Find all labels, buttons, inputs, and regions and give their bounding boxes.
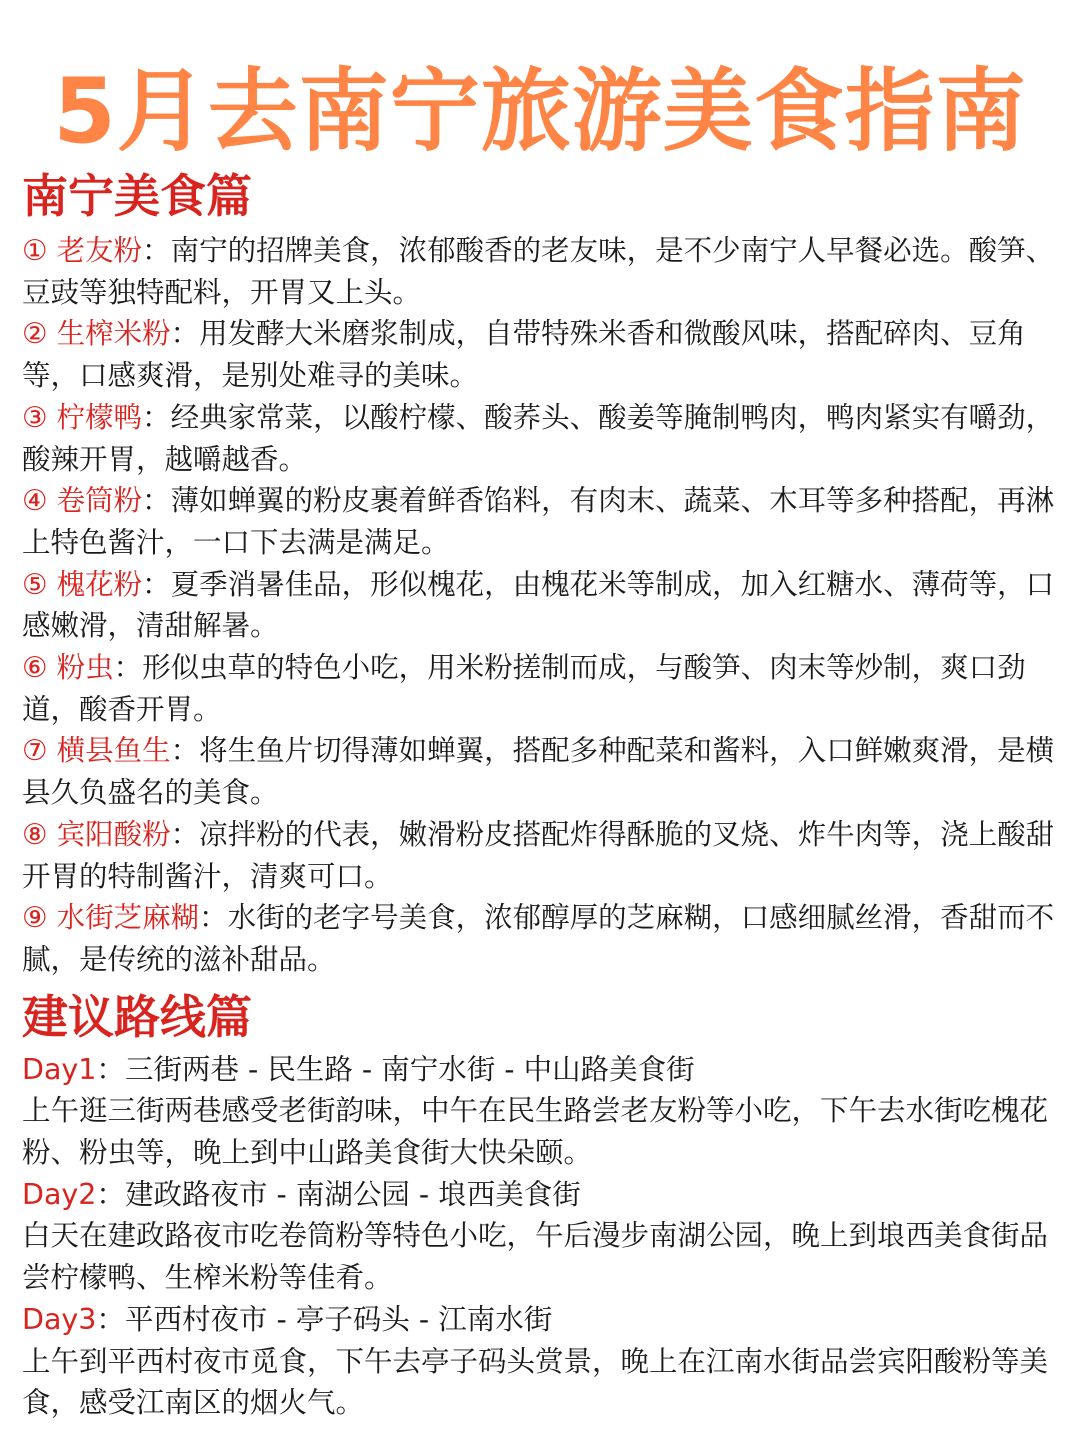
food-item — [22, 480, 1058, 563]
food-item — [22, 397, 1058, 480]
day-label: Day2 — [22, 1177, 97, 1211]
food-item-name: 粉虫 — [56, 651, 114, 685]
day-separator: ： — [96, 1177, 125, 1211]
food-item-description: 经典家常菜，以酸柠檬、酸荞头、酸姜等腌制鸭肉，鸭肉紧实有嚼劲，酸辣开胃，越嚼越香。 — [22, 400, 1055, 476]
route-section-heading: 建议路线篇 — [22, 989, 252, 1044]
food-item — [22, 564, 1058, 647]
food-item-name: 卷筒粉 — [56, 484, 143, 518]
food-item-separator: ： — [142, 567, 171, 601]
route-list — [22, 1049, 1058, 1424]
food-item-number: ③ — [22, 400, 48, 434]
food-item-description: 夏季消暑佳品，形似槐花，由槐花米等制成，加入红糖水、薄荷等，口感嫩滑，清甜解暑。 — [22, 567, 1055, 643]
food-item-name: 生榨米粉 — [56, 317, 171, 351]
day-label: Day3 — [22, 1302, 97, 1336]
food-item-name: 柠檬鸭 — [56, 400, 143, 434]
food-item-separator: ： — [170, 317, 200, 351]
day-description: 上午到平西村夜市觅食，下午去亭子码头赏景，晚上在江南水街品尝宾阳酸粉等美食，感受江南区的烟火气。 — [22, 1344, 1049, 1420]
food-item-description: 南宁的招牌美食，浓郁酸香的老友味，是不少南宁人早餐必选。酸笋、豆豉等独特配料，开胃又上头。 — [22, 234, 1055, 309]
food-item-number: ⑨ — [22, 901, 48, 935]
food-item-separator: ： — [170, 817, 200, 851]
food-item-name: 宾阳酸粉 — [56, 817, 171, 851]
food-item-separator: ： — [199, 901, 228, 935]
food-section-heading: 南宁美食篇 — [22, 169, 252, 223]
food-item-name: 横县鱼生 — [56, 734, 171, 768]
day-separator: ： — [96, 1052, 125, 1086]
food-item-number: ② — [22, 317, 48, 351]
food-item-number: ④ — [22, 484, 48, 518]
food-item-description: 用发酵大米磨浆制成，自带特殊米香和微酸风味，搭配碎肉、豆角等，口感爽滑，是别处难寻的美味。 — [22, 317, 1026, 393]
food-item-description: 形似虫草的特色小吃，用米粉搓制而成，与酸笋、肉末等炒制，爽口劲道，酸香开胃。 — [22, 651, 1026, 726]
food-item — [22, 730, 1058, 813]
food-item — [22, 897, 1058, 980]
food-item-number: ① — [22, 234, 48, 267]
day-route: 平西村夜市 - 亭子码头 - 江南水街 — [124, 1302, 553, 1336]
day-label: Day1 — [22, 1052, 97, 1086]
route-day-line — [22, 1049, 1058, 1091]
food-item-name: 槐花粉 — [56, 567, 143, 601]
food-item — [22, 313, 1058, 396]
page-title: 5月去南宁旅游美食指南 — [53, 59, 1027, 164]
food-item-name: 水街芝麻糊 — [56, 901, 200, 935]
food-item-number: ⑦ — [22, 734, 48, 768]
food-item-description: 水街的老字号美食，浓郁醇厚的芝麻糊，口感细腻丝滑，香甜而不腻，是传统的滋补甜品。 — [22, 901, 1055, 976]
route-day-line — [22, 1299, 1058, 1341]
day-description: 白天在建政路夜市吃卷筒粉等特色小吃，午后漫步南湖公园，晚上到埌西美食街品尝柠檬鸭、生榨米粉等佳肴。 — [22, 1219, 1049, 1295]
food-item-description: 将生鱼片切得薄如蝉翼，搭配多种配菜和酱料，入口鲜嫩爽滑，是横县久负盛名的美食。 — [22, 734, 1055, 810]
food-list — [22, 230, 1058, 981]
route-day-line — [22, 1174, 1058, 1216]
food-item-separator: ： — [170, 734, 200, 768]
food-item-separator: ： — [113, 651, 143, 685]
food-item-number: ⑧ — [22, 817, 48, 851]
food-item-description: 薄如蝉翼的粉皮裹着鲜香馅料，有肉末、蔬菜、木耳等多种搭配，再淋上特色酱汁，一口下去满是满足。 — [22, 484, 1055, 559]
day-route: 三街两巷 - 民生路 - 南宁水街 - 中山路美食街 — [124, 1052, 695, 1086]
food-item — [22, 230, 1058, 313]
food-item — [22, 814, 1058, 897]
food-item-name: 老友粉 — [56, 234, 143, 267]
day-description: 上午逛三街两巷感受老街韵味，中午在民生路尝老友粉等小吃，下午去水街吃槐花粉、粉虫等，晚上到中山路美食街大快朵颐。 — [22, 1094, 1049, 1170]
food-item-separator: ： — [142, 484, 171, 518]
food-item — [22, 647, 1058, 730]
day-separator: ： — [96, 1302, 125, 1336]
food-item-number: ⑤ — [22, 567, 48, 601]
day-route: 建政路夜市 - 南湖公园 - 埌西美食街 — [124, 1177, 581, 1211]
food-item-separator: ： — [142, 400, 171, 434]
food-item-separator: ： — [142, 234, 171, 267]
food-item-description: 凉拌粉的代表，嫩滑粉皮搭配炸得酥脆的叉烧、炸牛肉等，浇上酸甜开胃的特制酱汁，清爽可口。 — [22, 817, 1055, 893]
food-item-number: ⑥ — [22, 651, 48, 685]
